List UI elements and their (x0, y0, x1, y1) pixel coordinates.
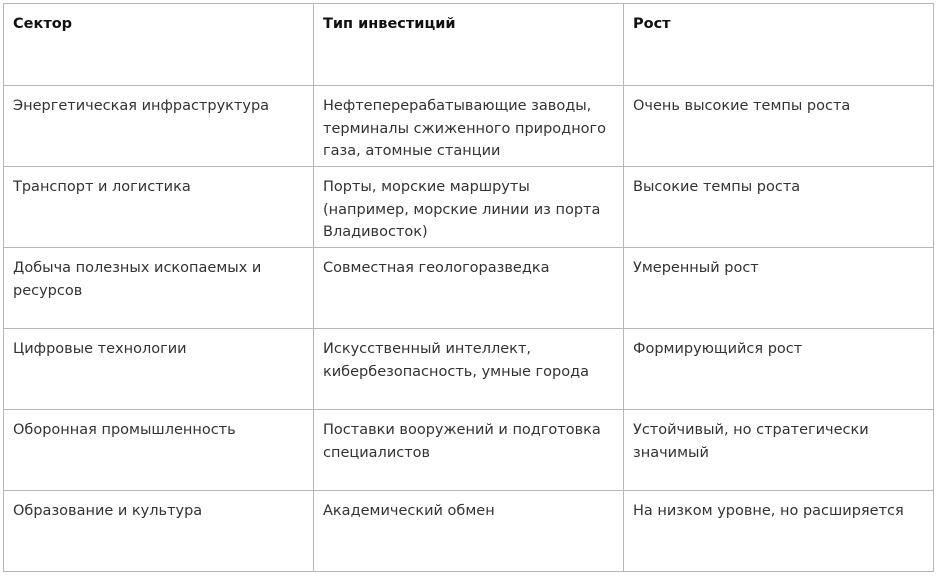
cell-investment-type: Нефтеперерабатывающие заводы, терминалы сжиженного природного газа, атомные станции (314, 86, 624, 167)
cell-sector: Оборонная промышленность (4, 410, 314, 491)
cell-growth: Очень высокие темпы роста (624, 86, 934, 167)
cell-investment-type: Порты, морские маршруты (например, морские линии из порта Владивосток) (314, 167, 624, 248)
header-growth: Рост (624, 4, 934, 86)
cell-growth: Устойчивый, но стратегически значимый (624, 410, 934, 491)
cell-sector: Добыча полезных ископаемых и ресурсов (4, 248, 314, 329)
cell-growth: На низком уровне, но расширяется (624, 491, 934, 572)
cell-growth: Умеренный рост (624, 248, 934, 329)
cell-investment-type: Совместная геологоразведка (314, 248, 624, 329)
cell-investment-type: Поставки вооружений и подготовка специалистов (314, 410, 624, 491)
header-sector: Сектор (4, 4, 314, 86)
table-row (4, 410, 934, 491)
table-row (4, 491, 934, 572)
cell-growth: Высокие темпы роста (624, 167, 934, 248)
cell-sector: Цифровые технологии (4, 329, 314, 410)
table-row (4, 329, 934, 410)
cell-sector: Энергетическая инфраструктура (4, 86, 314, 167)
cell-growth: Формирующийся рост (624, 329, 934, 410)
table-row (4, 248, 934, 329)
cell-investment-type: Академический обмен (314, 491, 624, 572)
header-investment-type: Тип инвестиций (314, 4, 624, 86)
cell-investment-type: Искусственный интеллект, кибербезопасность, умные города (314, 329, 624, 410)
table-row (4, 86, 934, 167)
table-row (4, 167, 934, 248)
cell-sector: Транспорт и логистика (4, 167, 314, 248)
investment-table (3, 3, 934, 572)
table-header-row (4, 4, 934, 86)
cell-sector: Образование и культура (4, 491, 314, 572)
